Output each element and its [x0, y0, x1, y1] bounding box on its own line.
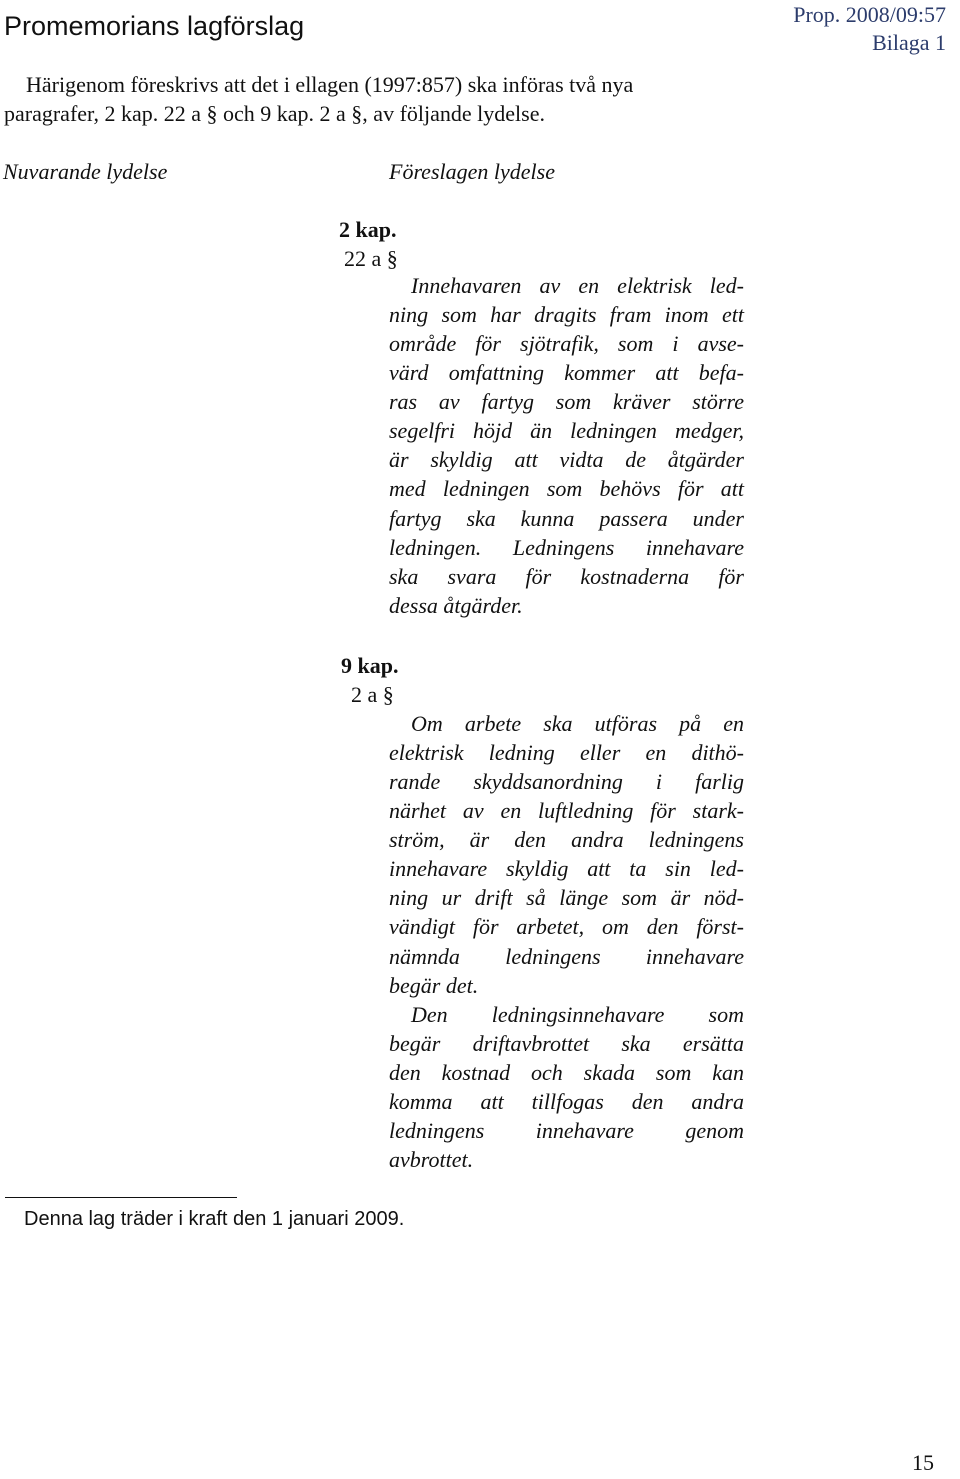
intro-paragraph	[4, 70, 633, 128]
text-line: ning ur drift så länge som är nöd-	[389, 885, 744, 911]
document-reference	[793, 1, 946, 57]
text-line: ska svara för kostnaderna för	[389, 563, 744, 589]
text-line: avbrottet.	[389, 1146, 474, 1172]
text-line: är skyldig att vidta de åtgärder	[389, 447, 744, 473]
text-line: fartyg ska kunna passera under	[389, 505, 744, 531]
text-line: värd omfattning kommer att befa-	[389, 360, 744, 386]
proposed-text-block	[389, 271, 744, 620]
footnote-divider	[5, 1197, 237, 1198]
text-line: rande skyddsanordning i farlig	[389, 769, 744, 795]
text-line: elektrisk ledning eller en dithö-	[389, 740, 744, 766]
text-line: ledningen. Ledningens innehavare	[389, 534, 744, 560]
intro-line: Härigenom föreskrivs att det i ellagen (1997:857) ska införas två nya	[26, 72, 634, 97]
text-line: med ledningen som behövs för att	[389, 476, 744, 502]
text-line: Innehavaren av en elektrisk led-	[411, 273, 744, 298]
text-line: den kostnad och skada som kan	[389, 1059, 744, 1085]
text-line: ras av fartyg som kräver större	[389, 389, 744, 415]
text-line: innehavare skyldig att ta sin led-	[389, 856, 744, 882]
column-heading-current: Nuvarande lydelse	[3, 159, 168, 184]
text-line: vändigt för arbetet, om den först-	[389, 914, 744, 940]
text-line: område för sjötrafik, som i avse-	[389, 331, 744, 357]
text-line: Den ledningsinnehavare som	[411, 1001, 744, 1027]
text-line: Om arbete ska utföras på en	[411, 711, 744, 736]
text-line: begär driftavbrottet ska ersätta	[389, 1030, 744, 1056]
text-line: ström, är den andra ledningens	[389, 827, 744, 853]
text-line: ning som har dragits fram inom ett	[389, 302, 744, 328]
page-title: Promemorians lagförslag	[4, 11, 305, 41]
section-heading: 22 a §	[344, 246, 398, 271]
text-line: segelfri höjd än ledningen medger,	[389, 418, 744, 444]
proposed-text-block	[389, 709, 744, 1174]
prop-reference: Prop. 2008/09:57	[793, 2, 946, 27]
footnote: Denna lag träder i kraft den 1 januari 2009.	[24, 1208, 405, 1230]
text-line: nämnda ledningens innehavare	[389, 943, 744, 969]
appendix-label: Bilaga 1	[872, 30, 946, 55]
text-line: begär det.	[389, 972, 479, 998]
intro-line: paragrafer, 2 kap. 22 a § och 9 kap. 2 a §, av följande lydelse.	[4, 101, 545, 126]
chapter-heading: 2 kap.	[339, 217, 397, 242]
chapter-heading: 9 kap.	[341, 653, 399, 678]
text-line: dessa åtgärder.	[389, 592, 523, 618]
section-heading: 2 a §	[351, 682, 394, 707]
column-heading-proposed: Föreslagen lydelse	[389, 159, 555, 184]
text-line: närhet av en luftledning för stark-	[389, 798, 744, 824]
page-number: 15	[912, 1450, 934, 1475]
text-line: komma att tillfogas den andra	[389, 1088, 744, 1114]
text-line: ledningens innehavare genom	[389, 1117, 744, 1143]
